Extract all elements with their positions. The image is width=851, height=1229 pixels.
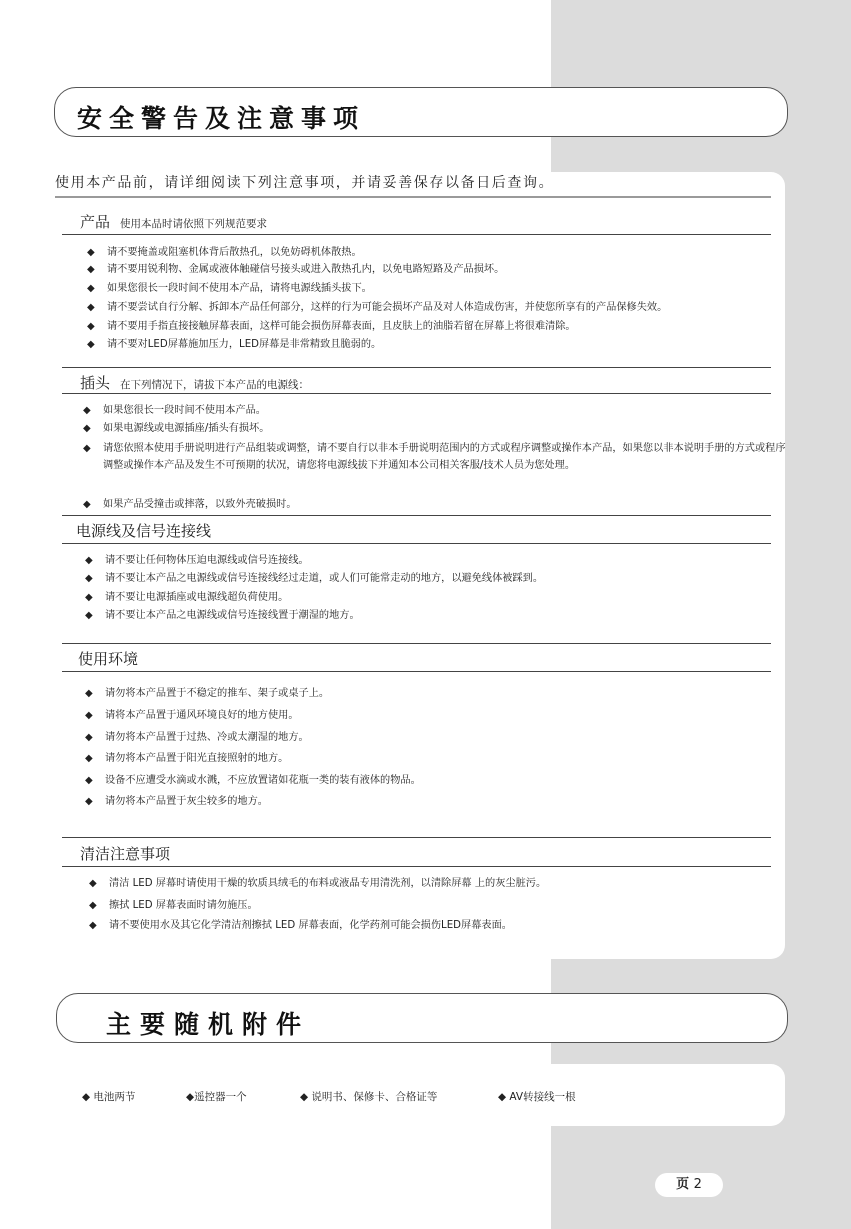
diamond-bullet-icon: ◆ bbox=[85, 775, 93, 786]
list-item: ◆ 如果产品受撞击或摔落，以致外壳破损时。 bbox=[83, 496, 793, 513]
diamond-bullet-icon: ◆ bbox=[85, 688, 93, 699]
page-number-badge bbox=[655, 1173, 723, 1197]
list-item: ◆ 擦拭 LED 屏幕表面时请勿施压。 bbox=[89, 897, 799, 914]
accessory-item: ◆遥控器一个 bbox=[186, 1091, 247, 1103]
diamond-bullet-icon: ◆ bbox=[87, 339, 95, 350]
list-item: ◆ 请不要让本产品之电源线或信号连接线置于潮湿的地方。 bbox=[85, 607, 795, 624]
section-title: 插头 bbox=[80, 374, 111, 392]
diamond-bullet-icon: ◆ bbox=[89, 878, 97, 889]
section-heading-cables bbox=[76, 520, 211, 541]
section-divider bbox=[62, 866, 771, 867]
list-item: ◆ 请不要用手指直接接触屏幕表面，这样可能会损伤屏幕表面，且皮肤上的油脂若留在屏幕上将很难清除。 bbox=[87, 318, 797, 335]
diamond-bullet-icon: ◆ bbox=[83, 443, 91, 454]
list-item: ◆ 如果您很长一段时间不使用本产品。 bbox=[83, 402, 793, 419]
section-divider bbox=[62, 837, 771, 838]
section-divider bbox=[62, 643, 771, 644]
list-item: ◆ 请勿将本产品置于灰尘较多的地方。 bbox=[85, 793, 795, 810]
diamond-bullet-icon: ◆ bbox=[83, 423, 91, 434]
section-title: 产品 bbox=[80, 213, 111, 231]
page-title: 安全警告及注意事项 bbox=[77, 104, 366, 133]
list-item: ◆ 请不要尝试自行分解、拆卸本产品任何部分，这样的行为可能会损坏产品及对人体造成伤害，并使您所享有的产品保修失效。 bbox=[87, 299, 797, 316]
diamond-bullet-icon: ◆ bbox=[89, 900, 97, 911]
diamond-bullet-icon: ◆ bbox=[85, 610, 93, 621]
section-title: 使用环境 bbox=[78, 650, 139, 668]
list-item: ◆ 请不要使用水及其它化学清洁剂擦拭 LED 屏幕表面，化学药剂可能会损伤LED屏幕表面。 bbox=[89, 917, 799, 934]
diamond-bullet-icon: ◆ bbox=[85, 555, 93, 566]
list-item: ◆ 请不要让任何物体压迫电源线或信号连接线。 bbox=[85, 552, 795, 569]
section-heading-cleaning bbox=[80, 843, 170, 864]
accessory-item: ◆ 说明书、保修卡、合格证等 bbox=[300, 1091, 438, 1103]
list-item: ◆ 请不要掩盖或阻塞机体背后散热孔，以免妨碍机体散热。 bbox=[87, 244, 797, 261]
list-item: ◆ 请勿将本产品置于过热、冷或太潮湿的地方。 bbox=[85, 729, 795, 746]
diamond-bullet-icon: ◆ bbox=[87, 247, 95, 258]
list-item: ◆ 如果电源线或电源插座/插头有损坏。 bbox=[83, 420, 793, 437]
section-title: 清洁注意事项 bbox=[80, 845, 171, 863]
section-divider bbox=[62, 671, 771, 672]
list-item: ◆ 请将本产品置于通风环境良好的地方使用。 bbox=[85, 707, 795, 724]
diamond-bullet-icon: ◆ bbox=[85, 710, 93, 721]
section-subtitle: 在下列情况下，请拔下本产品的电源线： bbox=[120, 379, 310, 391]
accessories-title: 主要随机附件 bbox=[106, 1010, 311, 1039]
section-divider bbox=[62, 234, 771, 235]
accessory-item: ◆ AV转接线一根 bbox=[498, 1091, 576, 1103]
list-item: ◆ 清洁 LED 屏幕时请使用干燥的软质具绒毛的布料或液晶专用清洗剂，以清除屏幕 上的灰尘脏污。 bbox=[89, 875, 799, 892]
list-item: ◆ 请不要用锐利物、金属或液体触碰信号接头或进入散热孔内，以免电路短路及产品损坏。 bbox=[87, 261, 797, 278]
diamond-bullet-icon: ◆ bbox=[83, 405, 91, 416]
section-divider bbox=[62, 543, 771, 544]
intro-text: 使用本产品前，请详细阅读下列注意事项，并请妥善保存以备日后查询。 bbox=[55, 175, 555, 191]
diamond-bullet-icon: ◆ bbox=[85, 732, 93, 743]
accessory-item: ◆ 电池两节 bbox=[82, 1091, 136, 1103]
section-divider bbox=[62, 515, 771, 516]
diamond-bullet-icon: ◆ bbox=[87, 302, 95, 313]
list-item: ◆ 请勿将本产品置于不稳定的推车、架子或桌子上。 bbox=[85, 685, 795, 702]
diamond-bullet-icon: ◆ bbox=[85, 753, 93, 764]
diamond-bullet-icon: ◆ bbox=[89, 920, 97, 931]
section-subtitle: 使用本品时请依照下列规范要求 bbox=[120, 218, 268, 230]
diamond-bullet-icon: ◆ bbox=[87, 321, 95, 332]
section-heading-environment bbox=[78, 648, 138, 669]
diamond-bullet-icon: ◆ bbox=[87, 283, 95, 294]
page-number: 2 bbox=[693, 1177, 702, 1192]
list-item: ◆ 设备不应遭受水滴或水溅，不应放置诸如花瓶一类的装有液体的物品。 bbox=[85, 772, 795, 789]
diamond-bullet-icon: ◆ bbox=[87, 264, 95, 275]
intro-divider bbox=[55, 196, 771, 198]
list-item: ◆ 请您依照本使用手册说明进行产品组装或调整，请不要自行以非本手册说明范围内的方式或程序调整或操作本产品，如果您以非本说明手册的方式或程序调整或操作本产品及发生不可预期的状况，请您将电源线拔下并通知本公司相关客服/技术人员为您处理。 bbox=[83, 440, 793, 474]
list-item: ◆ 请勿将本产品置于阳光直接照射的地方。 bbox=[85, 750, 795, 767]
diamond-bullet-icon: ◆ bbox=[85, 573, 93, 584]
section-heading-plug bbox=[80, 372, 309, 393]
section-heading-product bbox=[80, 211, 267, 232]
diamond-bullet-icon: ◆ bbox=[85, 796, 93, 807]
section-divider bbox=[62, 393, 771, 394]
list-item: ◆ 请不要让本产品之电源线或信号连接线经过走道，或人们可能常走动的地方，以避免线体被踩到。 bbox=[85, 570, 795, 587]
list-item: ◆ 请不要对LED屏幕施加压力，LED屏幕是非常精致且脆弱的。 bbox=[87, 336, 797, 353]
list-item: ◆ 请不要让电源插座或电源线超负荷使用。 bbox=[85, 589, 795, 606]
diamond-bullet-icon: ◆ bbox=[83, 499, 91, 510]
diamond-bullet-icon: ◆ bbox=[85, 592, 93, 603]
section-title: 电源线及信号连接线 bbox=[76, 522, 212, 540]
list-item: ◆ 如果您很长一段时间不使用本产品，请将电源线插头拔下。 bbox=[87, 280, 797, 297]
page-label: 页 bbox=[676, 1177, 690, 1192]
section-divider bbox=[62, 367, 771, 368]
